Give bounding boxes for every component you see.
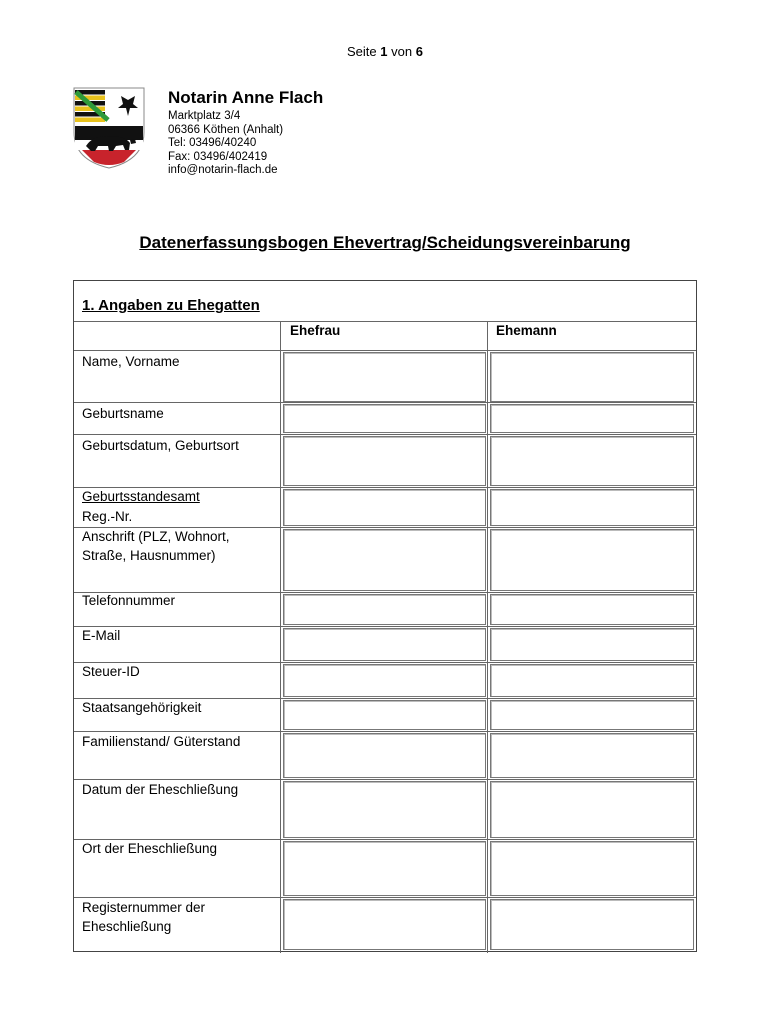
column-header-husband: Ehemann xyxy=(496,323,557,338)
husband-nationality-input[interactable] xyxy=(490,700,694,730)
label-birth-name: Geburtsname xyxy=(82,406,164,421)
label-address-line2: Straße, Hausnummer) xyxy=(82,548,216,563)
wife-tax-id-input[interactable] xyxy=(283,664,486,697)
label-registry-number-line2: Eheschließung xyxy=(82,919,172,934)
page-total: 6 xyxy=(415,44,423,59)
notary-email: info@notarin-flach.de xyxy=(168,164,278,176)
wife-birth-registry-input[interactable] xyxy=(283,489,486,526)
label-tax-id: Steuer-ID xyxy=(82,664,140,679)
divider xyxy=(74,662,696,663)
label-reg-nr: Reg.-Nr. xyxy=(82,509,133,524)
husband-name-input[interactable] xyxy=(490,352,694,402)
husband-tax-id-input[interactable] xyxy=(490,664,694,697)
label-phone: Telefonnummer xyxy=(82,593,176,608)
divider xyxy=(74,434,696,435)
wife-marital-status-input[interactable] xyxy=(283,733,486,778)
coat-of-arms-icon xyxy=(72,86,146,170)
wife-nationality-input[interactable] xyxy=(283,700,486,730)
label-marriage-place: Ort der Eheschließung xyxy=(82,841,218,856)
notary-name: Notarin Anne Flach xyxy=(168,88,324,107)
label-email: E-Mail xyxy=(82,628,121,643)
husband-phone-input[interactable] xyxy=(490,594,694,625)
husband-email-input[interactable] xyxy=(490,628,694,661)
husband-birth-name-input[interactable] xyxy=(490,404,694,433)
divider xyxy=(74,402,696,403)
label-marital-status: Familienstand/ Güterstand xyxy=(82,734,241,749)
column-divider xyxy=(487,321,488,953)
spouse-data-form xyxy=(73,280,697,952)
page-label: Seite xyxy=(347,44,377,59)
divider xyxy=(74,321,696,322)
column-header-wife: Ehefrau xyxy=(290,323,341,338)
label-birth-date-place: Geburtsdatum, Geburtsort xyxy=(82,438,239,453)
section-heading: 1. Angaben zu Ehegatten xyxy=(82,297,260,314)
label-birth-registry-office: Geburtsstandesamt xyxy=(82,489,200,504)
document-title: Datenerfassungsbogen Ehevertrag/Scheidungsvereinbarung xyxy=(139,233,631,252)
husband-marriage-place-input[interactable] xyxy=(490,841,694,896)
notary-address-block xyxy=(168,88,323,178)
label-address-line1: Anschrift (PLZ, Wohnort, xyxy=(82,529,230,544)
label-registry-number-line1: Registernummer der xyxy=(82,900,206,915)
notary-city: 06366 Köthen (Anhalt) xyxy=(168,123,284,136)
husband-address-input[interactable] xyxy=(490,529,694,591)
wife-birth-date-place-input[interactable] xyxy=(283,436,486,486)
label-nationality: Staatsangehörigkeit xyxy=(82,700,202,715)
husband-marriage-date-input[interactable] xyxy=(490,781,694,838)
notary-street: Marktplatz 3/4 xyxy=(168,110,241,122)
wife-name-input[interactable] xyxy=(283,352,486,402)
page-separator: von xyxy=(391,44,413,59)
husband-registry-number-input[interactable] xyxy=(490,899,694,950)
wife-address-input[interactable] xyxy=(283,529,486,591)
wife-birth-name-input[interactable] xyxy=(283,404,486,433)
wife-email-input[interactable] xyxy=(283,628,486,661)
page-current: 1 xyxy=(380,44,388,59)
wife-marriage-date-input[interactable] xyxy=(283,781,486,838)
notary-fax: Fax: 03496/402419 xyxy=(168,150,268,163)
husband-birth-date-place-input[interactable] xyxy=(490,436,694,486)
divider xyxy=(74,350,696,351)
wife-registry-number-input[interactable] xyxy=(283,899,486,950)
wife-marriage-place-input[interactable] xyxy=(283,841,486,896)
notary-phone: Tel: 03496/40240 xyxy=(168,137,257,149)
label-marriage-date: Datum der Eheschließung xyxy=(82,782,239,797)
divider xyxy=(74,626,696,627)
husband-birth-registry-input[interactable] xyxy=(490,489,694,526)
column-divider xyxy=(280,321,281,953)
page-counter xyxy=(0,44,770,59)
label-name: Name, Vorname xyxy=(82,354,180,369)
wife-phone-input[interactable] xyxy=(283,594,486,625)
husband-marital-status-input[interactable] xyxy=(490,733,694,778)
